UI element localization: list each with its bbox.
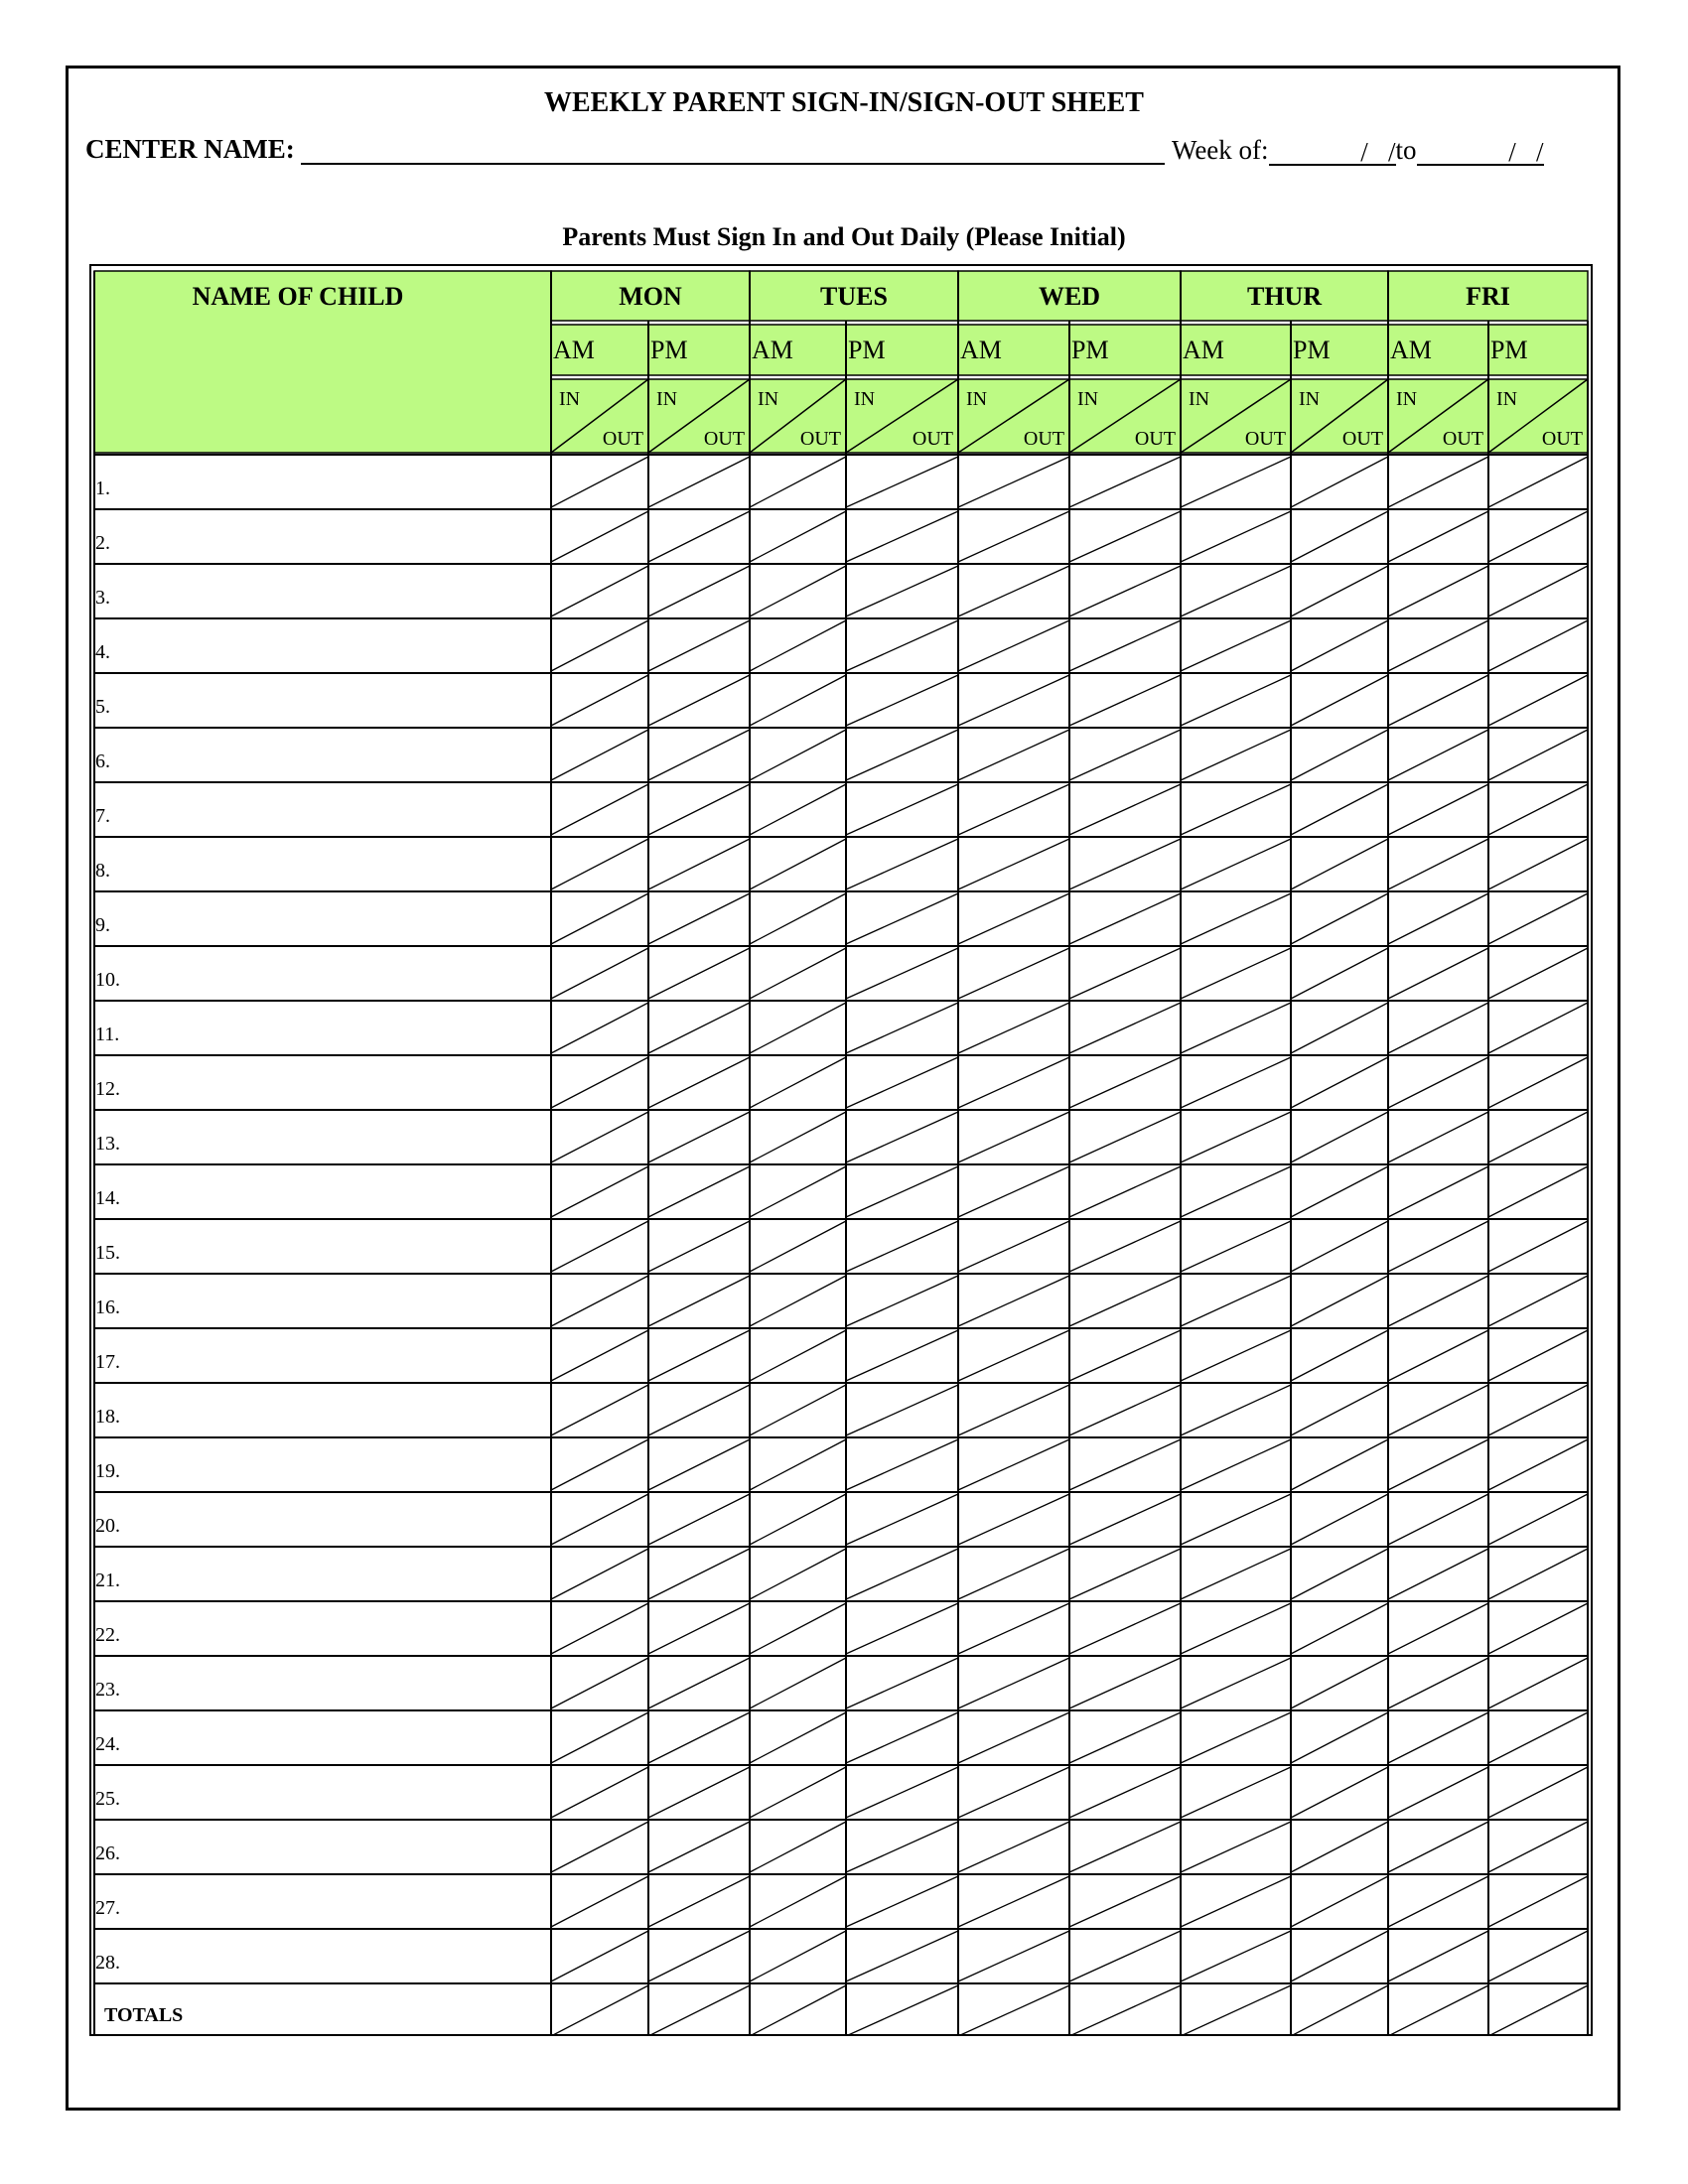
child-name-cell[interactable] xyxy=(124,1550,548,1598)
week-end-date[interactable]: / / xyxy=(1417,137,1544,166)
child-name-cell[interactable] xyxy=(124,1386,548,1434)
child-name-cell[interactable] xyxy=(124,1440,548,1489)
row-number: 5. xyxy=(95,696,110,718)
row-number: 9. xyxy=(95,914,110,936)
row-number: 14. xyxy=(95,1187,120,1209)
day-label-wed: WED xyxy=(1038,282,1101,311)
row-number: 6. xyxy=(95,751,110,772)
out-label: OUT xyxy=(703,428,745,450)
child-name-cell[interactable] xyxy=(124,1877,548,1926)
out-label: OUT xyxy=(1023,428,1064,450)
row-number: 26. xyxy=(95,1843,120,1864)
row-number: 20. xyxy=(95,1515,120,1537)
child-name-cell[interactable] xyxy=(124,458,548,506)
in-label: IN xyxy=(656,388,678,410)
initial-cell[interactable] xyxy=(752,1985,844,2034)
row-number: 10. xyxy=(95,969,120,991)
center-name-blank[interactable] xyxy=(301,137,1165,165)
sign-in-grid xyxy=(91,266,1591,2034)
row-number: 19. xyxy=(95,1460,120,1482)
in-label: IN xyxy=(1077,388,1099,410)
child-name-cell[interactable] xyxy=(124,1659,548,1707)
row-number: 4. xyxy=(95,641,110,663)
out-label: OUT xyxy=(799,428,841,450)
page-title: WEEKLY PARENT SIGN-IN/SIGN-OUT SHEET xyxy=(544,87,1144,118)
row-number: 1. xyxy=(95,478,110,499)
row-number: 16. xyxy=(95,1297,120,1318)
in-label: IN xyxy=(1189,388,1210,410)
day-label-thur: THUR xyxy=(1246,282,1323,311)
row-number: 12. xyxy=(95,1078,120,1100)
child-name-cell[interactable] xyxy=(124,1222,548,1271)
instructions: Parents Must Sign In and Out Daily (Please Initial) xyxy=(562,222,1126,251)
child-name-cell[interactable] xyxy=(124,731,548,779)
row-number: 17. xyxy=(95,1351,120,1373)
row-number: 7. xyxy=(95,805,110,827)
period-label-am: AM xyxy=(1390,336,1432,364)
period-label-pm: PM xyxy=(650,336,688,364)
initial-cell[interactable] xyxy=(1490,1985,1586,2034)
child-name-cell[interactable] xyxy=(124,512,548,561)
day-label-fri: FRI xyxy=(1466,282,1510,311)
out-label: OUT xyxy=(602,428,643,450)
child-name-cell[interactable] xyxy=(124,840,548,888)
week-to-label: to xyxy=(1395,135,1417,165)
period-label-am: AM xyxy=(553,336,595,364)
row-number: 27. xyxy=(95,1897,120,1919)
row-number: 11. xyxy=(95,1024,120,1045)
row-number: 24. xyxy=(95,1733,120,1755)
in-label: IN xyxy=(854,388,876,410)
row-number: 28. xyxy=(95,1952,120,1974)
out-label: OUT xyxy=(1341,428,1383,450)
initial-cell[interactable] xyxy=(960,1985,1067,2034)
in-label: IN xyxy=(1496,388,1518,410)
period-label-pm: PM xyxy=(1490,336,1528,364)
center-name-field[interactable] xyxy=(85,134,1165,165)
period-label-pm: PM xyxy=(1293,336,1331,364)
child-name-cell[interactable] xyxy=(124,1277,548,1325)
child-name-cell[interactable] xyxy=(124,567,548,615)
child-name-cell[interactable] xyxy=(124,1167,548,1216)
child-name-cell[interactable] xyxy=(124,894,548,943)
day-label-mon: MON xyxy=(619,282,682,311)
in-label: IN xyxy=(966,388,988,410)
out-label: OUT xyxy=(1442,428,1483,450)
row-number: 8. xyxy=(95,860,110,882)
initial-cell[interactable] xyxy=(650,1985,748,2034)
period-label-am: AM xyxy=(960,336,1002,364)
child-name-cell[interactable] xyxy=(124,1604,548,1653)
period-label-am: AM xyxy=(752,336,793,364)
row-number: 2. xyxy=(95,532,110,554)
initial-cell[interactable] xyxy=(1071,1985,1179,2034)
center-name-label: CENTER NAME: xyxy=(85,134,295,164)
initial-cell[interactable] xyxy=(553,1985,646,2034)
child-name-cell[interactable] xyxy=(124,1113,548,1161)
in-label: IN xyxy=(559,388,581,410)
child-name-cell[interactable] xyxy=(124,1713,548,1762)
child-name-cell[interactable] xyxy=(124,1058,548,1107)
out-label: OUT xyxy=(912,428,953,450)
week-of-label: Week of: xyxy=(1172,135,1269,165)
row-number: 15. xyxy=(95,1242,120,1264)
row-number: 3. xyxy=(95,587,110,609)
row-number: 21. xyxy=(95,1570,120,1591)
totals-label: TOTALS xyxy=(104,2004,184,2026)
row-number: 18. xyxy=(95,1406,120,1428)
out-label: OUT xyxy=(1134,428,1176,450)
period-label-pm: PM xyxy=(1071,336,1109,364)
in-label: IN xyxy=(758,388,779,410)
child-name-cell[interactable] xyxy=(124,1004,548,1052)
row-number: 22. xyxy=(95,1624,120,1646)
child-name-cell[interactable] xyxy=(124,785,548,834)
initial-cell[interactable] xyxy=(1183,1985,1289,2034)
out-label: OUT xyxy=(1244,428,1286,450)
out-label: OUT xyxy=(1541,428,1583,450)
child-name-cell[interactable] xyxy=(124,949,548,998)
child-name-cell[interactable] xyxy=(124,1768,548,1817)
week-start-date[interactable]: / / xyxy=(1269,137,1396,166)
week-of-field[interactable] xyxy=(1172,135,1544,166)
period-label-am: AM xyxy=(1183,336,1224,364)
in-label: IN xyxy=(1396,388,1418,410)
period-label-pm: PM xyxy=(848,336,886,364)
initial-cell[interactable] xyxy=(1390,1985,1486,2034)
child-name-cell[interactable] xyxy=(124,1932,548,1980)
child-name-cell[interactable] xyxy=(124,1331,548,1380)
sign-in-table xyxy=(89,264,1593,2036)
initial-cell[interactable] xyxy=(848,1985,956,2034)
initial-cell[interactable] xyxy=(1293,1985,1386,2034)
name-of-child-header: NAME OF CHILD xyxy=(192,282,404,311)
child-name-cell[interactable] xyxy=(124,621,548,670)
day-label-tues: TUES xyxy=(820,282,888,311)
in-label: IN xyxy=(1299,388,1321,410)
row-number: 25. xyxy=(95,1788,120,1810)
child-name-cell[interactable] xyxy=(124,1823,548,1871)
child-name-cell[interactable] xyxy=(124,676,548,725)
row-number: 13. xyxy=(95,1133,120,1155)
row-number: 23. xyxy=(95,1679,120,1701)
child-name-cell[interactable] xyxy=(124,1495,548,1544)
